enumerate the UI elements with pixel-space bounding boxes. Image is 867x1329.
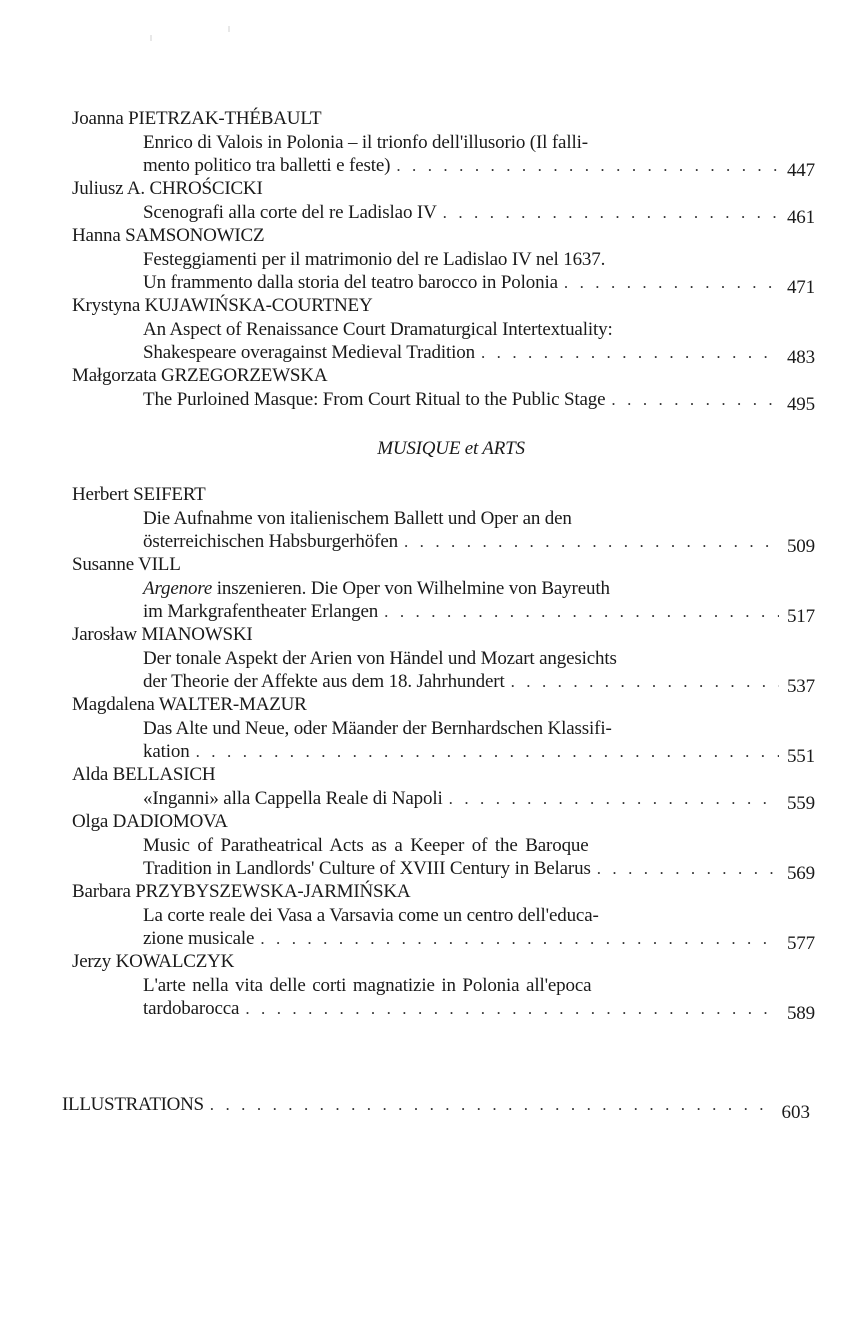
section-heading: MUSIQUE et ARTS (377, 438, 525, 459)
entry-title-text: im Markgrafentheater Erlangen (143, 601, 379, 622)
entry-title (143, 318, 815, 368)
entry-title-line (143, 670, 815, 697)
entry-title-text: österreichischen Habsburgerhöfen (143, 531, 398, 552)
entry-page-number: 517 (786, 606, 815, 627)
dot-leader (597, 857, 779, 880)
entry-author: Jarosław MIANOWSKI (72, 624, 253, 645)
dot-leader (384, 600, 779, 623)
dot-leader (449, 787, 779, 810)
entry-title (143, 834, 815, 884)
entry-title-line (143, 787, 815, 814)
toc-group-music-arts (66, 483, 826, 1024)
dot-leader (611, 388, 779, 411)
entry-author: Barbara PRZYBYSZEWSKA-JARMIŃSKA (72, 881, 411, 902)
entry-page-number: 461 (786, 207, 815, 228)
entry-page-number: 603 (781, 1102, 810, 1123)
scan-speck (150, 35, 152, 41)
toc-entry[interactable] (66, 294, 826, 368)
entry-page-number: 589 (786, 1003, 815, 1024)
toc-entry[interactable] (66, 483, 826, 557)
toc-entry[interactable] (66, 107, 826, 181)
entry-author: Juliusz A. CHROŚCICKI (72, 178, 263, 199)
entry-title (143, 507, 815, 557)
entry-author: Hanna SAMSONOWICZ (72, 225, 265, 246)
entry-page-number: 537 (786, 676, 815, 697)
entry-title-text: Un frammento dalla storia del teatro barocco in Polonia (143, 272, 558, 293)
entry-title (143, 577, 815, 627)
toc-entry[interactable] (66, 763, 826, 814)
entry-title-line: An Aspect of Renaissance Court Dramaturgical Intertextuality: (143, 319, 613, 340)
entry-page-number: 559 (786, 793, 815, 814)
entry-title-text: der Theorie der Affekte aus dem 18. Jahrhundert (143, 671, 505, 692)
toc-entry[interactable] (66, 553, 826, 627)
spacer (66, 461, 826, 483)
entry-author: Jerzy KOWALCZYK (72, 951, 235, 972)
entry-page-number: 569 (786, 863, 815, 884)
entry-title-text: «Inganni» alla Cappella Reale di Napoli (143, 788, 443, 809)
entry-title (143, 647, 815, 697)
entry-title-line: L'arte nella vita delle corti magnatizie in Polonia all'epoca (143, 975, 592, 996)
entry-title (143, 974, 815, 1024)
toc-entry[interactable] (66, 364, 826, 415)
dot-leader (210, 1093, 774, 1117)
entry-title (143, 904, 815, 954)
entry-title-text: Tradition in Landlords' Culture of XVIII Century in Belarus (143, 858, 591, 879)
entry-title-line: Festeggiamenti per il matrimonio del re Ladislao IV nel 1637. (143, 249, 606, 270)
dot-leader (404, 530, 779, 553)
toc-entry[interactable] (66, 623, 826, 697)
entry-title-line (143, 577, 743, 600)
entry-page-number: 471 (786, 277, 815, 298)
entry-title-line (143, 201, 815, 228)
entry-page-number: 483 (786, 347, 815, 368)
entry-title-text: zione musicale (143, 928, 255, 949)
toc-entry[interactable] (66, 693, 826, 767)
entry-author: Krystyna KUJAWIŃSKA-COURTNEY (72, 295, 373, 316)
entry-page-number: 577 (786, 933, 815, 954)
entry-title-line (143, 740, 815, 767)
dot-leader (245, 997, 779, 1020)
entry-title-line (143, 271, 815, 298)
entry-title-line: Der tonale Aspekt der Arien von Händel und Mozart angesichts (143, 648, 617, 669)
entry-title-line (143, 857, 815, 884)
toc-entry[interactable] (66, 810, 826, 884)
entry-page-number: 551 (786, 746, 815, 767)
entry-title (143, 201, 815, 228)
entry-title-text: Shakespeare overagainst Medieval Tradition (143, 342, 475, 363)
entry-author: Joanna PIETRZAK-THÉBAULT (72, 108, 322, 129)
dot-leader (481, 341, 779, 364)
entry-title (143, 248, 815, 298)
toc-entry[interactable] (66, 224, 826, 298)
entry-title-text: mento politico tra balletti e feste) (143, 155, 391, 176)
entry-author: Alda BELLASICH (72, 764, 216, 785)
entry-title-line (143, 154, 815, 181)
illustrations-label: ILLUSTRATIONS (62, 1094, 204, 1115)
table-of-contents (66, 107, 826, 1024)
entry-title-text: kation (143, 741, 190, 762)
entry-title-text: inszenieren. Die Oper von Wilhelmine von Bayreuth (212, 578, 610, 599)
entry-author: Olga DADIOMOVA (72, 811, 228, 832)
entry-author: Susanne VILL (72, 554, 181, 575)
entry-title (143, 131, 815, 181)
entry-title-text: The Purloined Masque: From Court Ritual to the Public Stage (143, 389, 606, 410)
entry-title-line (143, 530, 815, 557)
dot-leader (564, 271, 779, 294)
entry-title-line: Music of Paratheatrical Acts as a Keeper of the Baroque (143, 835, 589, 856)
entry-title-line: Die Aufnahme von italienischem Ballett und Oper an den (143, 508, 572, 529)
toc-group-theatre (66, 107, 826, 415)
entry-title-text: tardobarocca (143, 998, 240, 1019)
entry-page-number: 509 (786, 536, 815, 557)
scan-speck (228, 26, 230, 32)
toc-entry[interactable] (66, 177, 826, 228)
entry-title-text: Scenografi alla corte del re Ladislao IV (143, 202, 437, 223)
entry-author: Małgorzata GRZEGORZEWSKA (72, 365, 328, 386)
entry-title-line (143, 600, 815, 627)
entry-title-italic: Argenore (143, 578, 213, 599)
entry-page-number: 495 (786, 394, 815, 415)
entry-author: Magdalena WALTER-MAZUR (72, 694, 307, 715)
dot-leader (511, 670, 779, 693)
entry-title-line (143, 388, 815, 415)
entry-title-line: Das Alte und Neue, oder Mäander der Bernhardschen Klassifi- (143, 718, 612, 739)
entry-title (143, 388, 815, 415)
entry-title-line (143, 341, 815, 368)
entry-title-line: La corte reale dei Vasa a Varsavia come un centro dell'educa- (143, 905, 599, 926)
entry-title (143, 787, 815, 814)
dot-leader (196, 740, 779, 763)
entry-author: Herbert SEIFERT (72, 484, 206, 505)
entry-title-line: Enrico di Valois in Polonia – il trionfo dell'illusorio (Il falli- (143, 132, 588, 153)
toc-entry-illustrations[interactable] (62, 1093, 810, 1123)
dot-leader (443, 201, 779, 224)
entry-page-number: 447 (786, 160, 815, 181)
dot-leader (260, 927, 779, 950)
toc-entry[interactable] (66, 880, 826, 954)
toc-entry[interactable] (66, 950, 826, 1024)
dot-leader (396, 154, 779, 177)
entry-title-line (143, 997, 815, 1024)
entry-title-line (143, 927, 815, 954)
entry-title (143, 717, 815, 767)
spacer (66, 411, 826, 437)
